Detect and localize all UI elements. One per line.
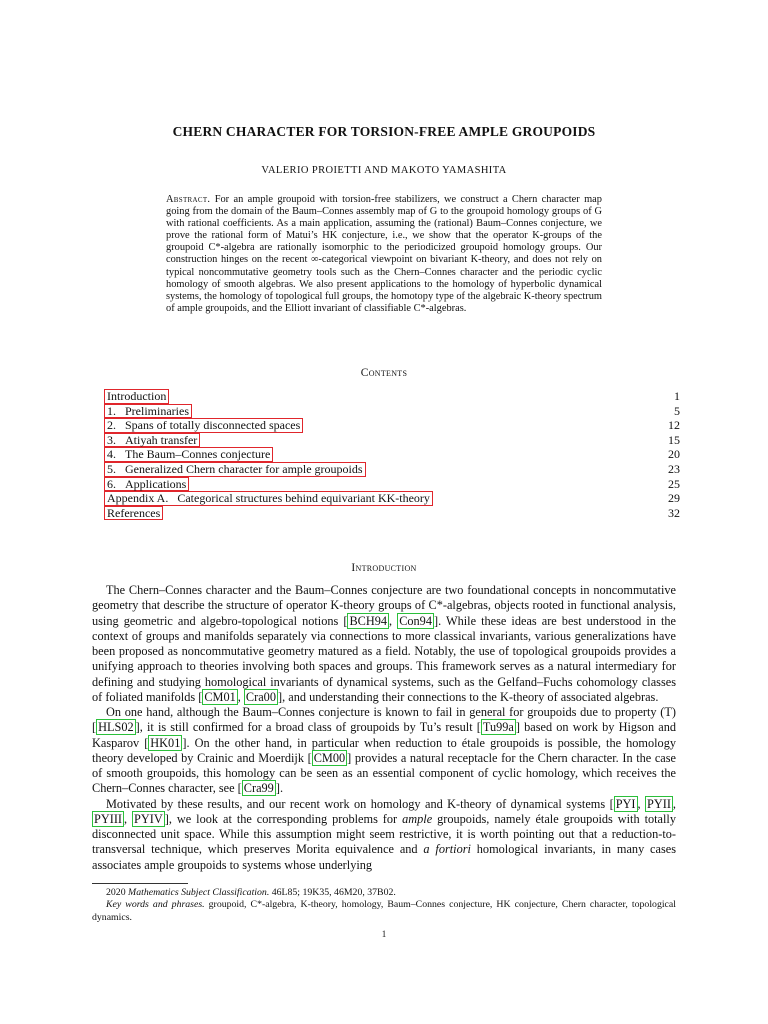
toc-entry-label: Atiyah transfer [125,432,198,447]
text: . [279,781,284,796]
citation-link[interactable]: Cra99 [243,781,274,796]
emphasis: Mathematics Subject Classification. [128,887,270,898]
toc-link[interactable] [104,389,169,404]
toc-entry [104,491,680,506]
toc-link[interactable] [104,418,303,433]
footnote-msc [92,887,676,899]
toc-link[interactable] [104,462,366,477]
citation-link[interactable]: Con94 [399,613,432,628]
toc-entry-label: Spans of totally disconnected spaces [125,418,301,433]
table-of-contents [104,389,680,520]
emphasis: Key words and phrases. [106,899,205,911]
introduction-body [92,583,676,873]
text: , [124,811,133,826]
text: Motivated by these results, and our recent work on homology and K-theory of dynamical systems [106,796,610,811]
citation-link[interactable]: HK01 [150,735,181,750]
text: groupoid, C*-algebra, K-theory, homology, Baum–Connes conjecture, HK conjecture, Chern character, topological dynamics. [92,899,676,923]
toc-page-number: 23 [668,461,680,476]
page-number: 1 [381,929,387,939]
toc-entry-label: Categorical structures behind equivariant KK-theory [177,491,430,506]
text: , [637,796,645,811]
toc-entry-label: References [107,505,161,520]
emphasis: a fortiori [423,842,471,857]
paragraph: The Chern–Connes character and the Baum–Connes conjecture are two foundational concepts in noncommutative geometry that describe the structure of operator K-theory groups of C*-algebras, objects rooted in functional analysis, using geometric and algebro-topological notions [ BCH94 , Con94 ]. While these ideas are best understood in the context of groups and manifolds separately via connections to more classical invariants, various generalizations have been proposed as noncommutative geometry matured as a field. Notably, the use of topological groupoids provides a unifying approach to theories involving both spaces and groups. This framework serves as a natural intermediary for defining and studying homological invariants of dynamical systems, such as the Gelfand–Fuchs cohomology classes of foliated manifolds [ CM01 , Cra00 ], and understanding their connections to the K-theory of associated algebras. [92,583,677,704]
toc-link[interactable] [104,404,192,419]
citation-link[interactable]: CM00 [313,750,346,765]
footnote-rule [92,883,188,884]
toc-entry [104,433,680,448]
toc-link[interactable] [104,433,200,448]
toc-entry [104,506,680,521]
paper-authors: VALERIO PROIETTI AND MAKOTO YAMASHITA [261,165,507,176]
toc-link[interactable] [104,477,189,492]
text: , [237,689,244,704]
toc-entry [104,418,680,433]
toc-entry-number: 2. [107,418,116,433]
toc-link[interactable] [104,506,163,521]
toc-link[interactable] [104,447,273,462]
text: 2020 [106,887,129,898]
text: , [672,796,676,811]
toc-page-number: 5 [674,403,680,418]
toc-link[interactable] [104,491,433,506]
citation-link[interactable]: Tu99a [482,720,514,735]
paragraph: On one hand, although the Baum–Connes conjecture is known to fail in general for groupoids due to property (T) [ HLS02 ], it is still confirmed for a broad class of groupoids by Tu’s result [ Tu99a ] based on work by Higson and Kasparov [ HK01 ]. On the other hand, in particular when reduction to étale groupoids is possible, the homology theory developed by Crainic and Moerdijk [ CM00 ] provides a natural receptacle for the Chern character. In the case of smooth groupoids, this homology can be seen as an essential component of cyclic homology, which receives the Chern–Connes character, see [ Cra99 ]. [92,705,676,796]
emphasis: ample [402,811,433,826]
citation-link[interactable]: PYII [647,796,671,811]
citation-link[interactable]: Cra00 [245,689,276,704]
toc-page-number: 25 [668,476,680,491]
paper-title: CHERN CHARACTER FOR TORSION-FREE AMPLE GROUPOIDS [172,124,596,139]
toc-entry [104,389,680,404]
toc-page-number: 29 [668,491,680,506]
toc-entry [104,462,680,477]
text: The Chern–Connes character and the Baum–Connes conjecture are two foundational concepts in noncommutative geometry that describe the structure of operator K-theory groups of C*-algebras, objects rooted in functional analysis, using geometric and algebro-topological notions [92,583,676,628]
citation-link[interactable]: CM01 [204,689,236,704]
paragraph: Motivated by these results, and our recent work on homology and K-theory of dynamical systems [ PYI , PYII , PYIII , PYIV ], we look at the corresponding problems for ample groupoids, namely étale groupoids with totally disconnected unit space. While this assumption might seem restrictive, it is worth pointing out that a reduction-to-transversal technique, which preserves Morita equivalence and a fortiori homological invariants, in many cases associates ample groupoids to systems whose underlying [92,796,676,872]
toc-entry [104,404,680,419]
contents-heading: Contents [360,367,408,379]
toc-entry-number: 5. [107,461,116,476]
toc-page-number: 32 [668,505,680,520]
abstract-text: For an ample groupoid with torsion-free stabilizers, we construct a Chern character map going from the domain of the Baum–Connes assembly map of G to the groupoid homology groups of G with rational coefficients. As a main application, assuming the (rational) Baum–Connes conjecture, we prove the rational form of Matui’s HK conjecture, i.e., we show that the operator K-groups of the groupoid C*-algebra are rationally isomorphic to the periodicized groupoid homology groups. Our construction hinges on the recent ∞-categorical viewpoint on bivariant K-theory, and does not rely on typical noncommutative geometry tools such as the Chern–Connes character and the periodic cyclic homology of smooth algebras. We also present applications to the homology of hyperbolic dynamical systems, the homology of topological full groups, the homotopy type of the algebraic K-theory spectrum of ample groupoids, and the Elliott invariant of classifiable C*-algebras. [166,194,602,314]
toc-page-number: 1 [674,389,680,403]
citation-link[interactable]: BCH94 [349,613,388,628]
toc-page-number: 20 [668,447,680,462]
citation-link[interactable]: PYI [615,796,636,811]
toc-entry-label: Generalized Chern character for ample groupoids [125,461,363,476]
text: , [389,613,398,628]
toc-entry-number: 6. [107,476,116,491]
text: On one hand, although the Baum–Connes conjecture is known to fail in general for groupoids due to property (T) [106,705,676,719]
toc-entry-label: The Baum–Connes conjecture [125,447,271,462]
toc-entry-number: 3. [107,432,116,447]
text: . On the other hand, in particular when reduction to étale groupoids is possible, the homology theory developed by Crainic and Moerdijk [92,735,676,765]
text: provides a natural receptacle for the Chern character. In the case of smooth groupoids, this homology can be seen as an essential component of cyclic homology, which receives the Chern–Connes character, see [92,750,676,796]
text: homological invariants, in many cases associates ample groupoids to systems whose underlying [92,842,676,872]
toc-entry-number: 4. [107,447,116,462]
toc-entry-number: 1. [107,403,116,418]
text: , and understanding their connections to the K-theory of associated algebras. [282,689,659,704]
toc-entry-label: Applications [125,476,187,491]
abstract [166,194,602,315]
toc-page-number: 15 [668,432,680,447]
abstract-label: Abstract. [166,194,211,205]
toc-entry-label: Introduction [107,389,167,403]
text: based on work by Higson and Kasparov [92,720,676,750]
toc-entry-number: Appendix A. [107,491,169,506]
text: , it is still confirmed for a broad class of groupoids by Tu’s result [139,720,477,735]
citation-link[interactable]: PYIV [134,811,163,826]
citation-link[interactable]: PYIII [94,811,123,826]
toc-entry [104,477,680,492]
toc-entry-label: Preliminaries [125,403,189,418]
toc-entry [104,447,680,462]
text: , we look at the corresponding problems for [168,811,403,826]
footnotes [92,887,676,924]
text: . While these ideas are best understood in the context of groups and manifolds separately via connections to more classical invariants, various generalizations have been proposed as noncommutative geometry matured as a field. Notably, the use of topological groupoids provides a unifying approach to theories involving both spaces and groups. This framework serves as a natural intermediary for defining and studying homological invariants of dynamical systems, such as the Gelfand–Fuchs cohomology classes of foliated manifolds [92,613,677,704]
text: groupoids, namely étale groupoids with totally disconnected unit space. While this assumption might seem restrictive, it is worth pointing out that a reduction-to-transversal technique, which preserves Morita equivalence and [92,811,676,857]
introduction-heading: Introduction [351,562,417,574]
text: 46L85; 19K35, 46M20, 37B02. [269,887,396,898]
footnote-keywords [92,899,676,924]
citation-link[interactable]: HLS02 [98,720,134,735]
toc-page-number: 12 [668,418,680,433]
